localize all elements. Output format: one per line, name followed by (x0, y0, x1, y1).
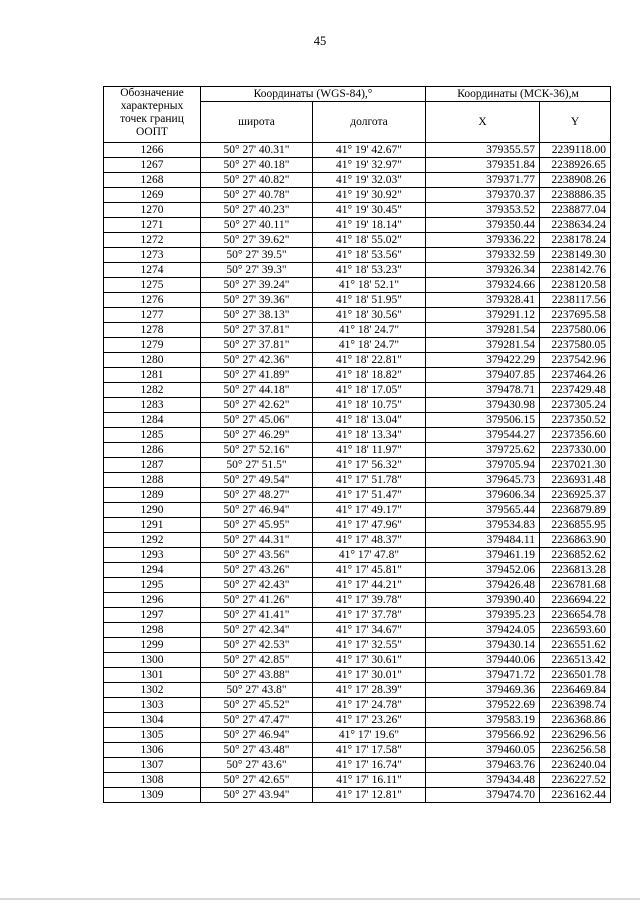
y-cell: 2239118.00 (540, 143, 611, 158)
x-cell: 379506.15 (426, 413, 540, 428)
y-cell: 2236855.95 (540, 518, 611, 533)
point-id-cell: 1276 (104, 293, 201, 308)
point-id-cell: 1299 (104, 638, 201, 653)
point-id-cell: 1305 (104, 728, 201, 743)
point-id-cell: 1298 (104, 623, 201, 638)
point-id-cell: 1285 (104, 428, 201, 443)
x-cell: 379324.66 (426, 278, 540, 293)
latitude-cell: 50° 27' 42.43" (201, 578, 313, 593)
latitude-cell: 50° 27' 39.36" (201, 293, 313, 308)
table-row (104, 338, 611, 353)
point-id-cell: 1282 (104, 383, 201, 398)
latitude-cell: 50° 27' 42.85" (201, 653, 313, 668)
latitude-cell: 50° 27' 43.94" (201, 788, 313, 803)
table-row (104, 278, 611, 293)
x-cell: 379474.70 (426, 788, 540, 803)
y-cell: 2238877.04 (540, 203, 611, 218)
longitude-cell: 41° 17' 51.47" (313, 488, 426, 503)
y-cell: 2238149.30 (540, 248, 611, 263)
header-longitude: долгота (313, 102, 426, 143)
x-cell: 379452.06 (426, 563, 540, 578)
x-cell: 379645.73 (426, 473, 540, 488)
latitude-cell: 50° 27' 39.62" (201, 233, 313, 248)
point-id-cell: 1268 (104, 173, 201, 188)
y-cell: 2237695.58 (540, 308, 611, 323)
latitude-cell: 50° 27' 46.94" (201, 503, 313, 518)
longitude-cell: 41° 18' 51.95" (313, 293, 426, 308)
point-id-cell: 1279 (104, 338, 201, 353)
latitude-cell: 50° 27' 37.81" (201, 323, 313, 338)
x-cell: 379430.98 (426, 398, 540, 413)
table-row (104, 503, 611, 518)
latitude-cell: 50° 27' 42.53" (201, 638, 313, 653)
longitude-cell: 41° 17' 19.6" (313, 728, 426, 743)
point-id-cell: 1266 (104, 143, 201, 158)
longitude-cell: 41° 18' 30.56" (313, 308, 426, 323)
latitude-cell: 50° 27' 39.3" (201, 263, 313, 278)
table-row (104, 653, 611, 668)
y-cell: 2238117.56 (540, 293, 611, 308)
latitude-cell: 50° 27' 48.27" (201, 488, 313, 503)
x-cell: 379440.06 (426, 653, 540, 668)
longitude-cell: 41° 18' 18.82" (313, 368, 426, 383)
longitude-cell: 41° 18' 10.75" (313, 398, 426, 413)
coordinates-table (103, 86, 611, 803)
x-cell: 379460.05 (426, 743, 540, 758)
y-cell: 2236863.90 (540, 533, 611, 548)
x-cell: 379484.11 (426, 533, 540, 548)
x-cell: 379426.48 (426, 578, 540, 593)
latitude-cell: 50° 27' 51.5" (201, 458, 313, 473)
point-id-cell: 1309 (104, 788, 201, 803)
latitude-cell: 50° 27' 45.06" (201, 413, 313, 428)
y-cell: 2236227.52 (540, 773, 611, 788)
longitude-cell: 41° 17' 37.78" (313, 608, 426, 623)
y-cell: 2236925.37 (540, 488, 611, 503)
longitude-cell: 41° 18' 11.97" (313, 443, 426, 458)
point-id-cell: 1271 (104, 218, 201, 233)
table-row (104, 413, 611, 428)
longitude-cell: 41° 17' 48.37" (313, 533, 426, 548)
latitude-cell: 50° 27' 40.23" (201, 203, 313, 218)
latitude-cell: 50° 27' 43.56" (201, 548, 313, 563)
y-cell: 2236256.58 (540, 743, 611, 758)
x-cell: 379544.27 (426, 428, 540, 443)
x-cell: 379281.54 (426, 338, 540, 353)
table-row (104, 263, 611, 278)
table-row (104, 443, 611, 458)
point-id-cell: 1308 (104, 773, 201, 788)
x-cell: 379395.23 (426, 608, 540, 623)
latitude-cell: 50° 27' 42.62" (201, 398, 313, 413)
y-cell: 2237542.96 (540, 353, 611, 368)
header-msk36: Координаты (МСК-36),м (426, 87, 611, 102)
longitude-cell: 41° 18' 24.7" (313, 338, 426, 353)
latitude-cell: 50° 27' 42.34" (201, 623, 313, 638)
y-cell: 2237580.05 (540, 338, 611, 353)
latitude-cell: 50° 27' 47.47" (201, 713, 313, 728)
y-cell: 2236296.56 (540, 728, 611, 743)
longitude-cell: 41° 19' 42.67" (313, 143, 426, 158)
point-id-cell: 1277 (104, 308, 201, 323)
table-row (104, 158, 611, 173)
header-row-top (104, 87, 611, 102)
table-row (104, 248, 611, 263)
page-number: 45 (313, 34, 327, 48)
y-cell: 2237021.30 (540, 458, 611, 473)
longitude-cell: 41° 18' 52.1" (313, 278, 426, 293)
table-body (104, 143, 611, 803)
point-id-cell: 1275 (104, 278, 201, 293)
point-id-cell: 1292 (104, 533, 201, 548)
y-cell: 2236654.78 (540, 608, 611, 623)
longitude-cell: 41° 19' 18.14" (313, 218, 426, 233)
longitude-cell: 41° 17' 47.8" (313, 548, 426, 563)
y-cell: 2238908.26 (540, 173, 611, 188)
x-cell: 379434.48 (426, 773, 540, 788)
longitude-cell: 41° 17' 44.21" (313, 578, 426, 593)
x-cell: 379422.29 (426, 353, 540, 368)
x-cell: 379371.77 (426, 173, 540, 188)
longitude-cell: 41° 17' 12.81" (313, 788, 426, 803)
longitude-cell: 41° 18' 13.34" (313, 428, 426, 443)
x-cell: 379336.22 (426, 233, 540, 248)
table-row (104, 458, 611, 473)
table-row (104, 323, 611, 338)
latitude-cell: 50° 27' 40.78" (201, 188, 313, 203)
y-cell: 2237356.60 (540, 428, 611, 443)
latitude-cell: 50° 27' 39.24" (201, 278, 313, 293)
latitude-cell: 50° 27' 41.26" (201, 593, 313, 608)
y-cell: 2237429.48 (540, 383, 611, 398)
longitude-cell: 41° 18' 53.23" (313, 263, 426, 278)
x-cell: 379463.76 (426, 758, 540, 773)
longitude-cell: 41° 17' 34.67" (313, 623, 426, 638)
table-row (104, 563, 611, 578)
latitude-cell: 50° 27' 46.29" (201, 428, 313, 443)
latitude-cell: 50° 27' 44.18" (201, 383, 313, 398)
y-cell: 2237464.26 (540, 368, 611, 383)
table-row (104, 758, 611, 773)
point-id-cell: 1270 (104, 203, 201, 218)
header-x: X (426, 102, 540, 143)
longitude-cell: 41° 19' 30.92" (313, 188, 426, 203)
longitude-cell: 41° 17' 17.58" (313, 743, 426, 758)
longitude-cell: 41° 18' 24.7" (313, 323, 426, 338)
latitude-cell: 50° 27' 40.11" (201, 218, 313, 233)
header-wgs84: Координаты (WGS-84),° (201, 87, 426, 102)
point-id-cell: 1287 (104, 458, 201, 473)
longitude-cell: 41° 17' 30.01" (313, 668, 426, 683)
point-id-cell: 1304 (104, 713, 201, 728)
point-id-cell: 1280 (104, 353, 201, 368)
latitude-cell: 50° 27' 41.41" (201, 608, 313, 623)
point-id-cell: 1269 (104, 188, 201, 203)
table-row (104, 608, 611, 623)
table-row (104, 188, 611, 203)
x-cell: 379370.37 (426, 188, 540, 203)
y-cell: 2236781.68 (540, 578, 611, 593)
point-id-cell: 1301 (104, 668, 201, 683)
y-cell: 2236813.28 (540, 563, 611, 578)
latitude-cell: 50° 27' 42.65" (201, 773, 313, 788)
x-cell: 379471.72 (426, 668, 540, 683)
latitude-cell: 50° 27' 41.89" (201, 368, 313, 383)
y-cell: 2237350.52 (540, 413, 611, 428)
table-row (104, 683, 611, 698)
point-id-cell: 1291 (104, 518, 201, 533)
latitude-cell: 50° 27' 52.16" (201, 443, 313, 458)
longitude-cell: 41° 17' 39.78" (313, 593, 426, 608)
y-cell: 2236513.42 (540, 653, 611, 668)
latitude-cell: 50° 27' 40.18" (201, 158, 313, 173)
point-id-cell: 1307 (104, 758, 201, 773)
x-cell: 379725.62 (426, 443, 540, 458)
point-id-cell: 1302 (104, 683, 201, 698)
y-cell: 2236398.74 (540, 698, 611, 713)
y-cell: 2238142.76 (540, 263, 611, 278)
table-row (104, 473, 611, 488)
x-cell: 379350.44 (426, 218, 540, 233)
x-cell: 379430.14 (426, 638, 540, 653)
point-id-cell: 1295 (104, 578, 201, 593)
longitude-cell: 41° 17' 49.17" (313, 503, 426, 518)
table-row (104, 233, 611, 248)
latitude-cell: 50° 27' 37.81" (201, 338, 313, 353)
x-cell: 379606.34 (426, 488, 540, 503)
point-id-cell: 1297 (104, 608, 201, 623)
longitude-cell: 41° 17' 45.81" (313, 563, 426, 578)
x-cell: 379583.19 (426, 713, 540, 728)
point-id-cell: 1303 (104, 698, 201, 713)
point-id-cell: 1294 (104, 563, 201, 578)
y-cell: 2237305.24 (540, 398, 611, 413)
header-y: Y (540, 102, 611, 143)
y-cell: 2236879.89 (540, 503, 611, 518)
y-cell: 2237580.06 (540, 323, 611, 338)
table-row (104, 638, 611, 653)
x-cell: 379478.71 (426, 383, 540, 398)
longitude-cell: 41° 18' 13.04" (313, 413, 426, 428)
longitude-cell: 41° 17' 24.78" (313, 698, 426, 713)
table-row (104, 488, 611, 503)
point-id-cell: 1272 (104, 233, 201, 248)
longitude-cell: 41° 19' 32.97" (313, 158, 426, 173)
x-cell: 379326.34 (426, 263, 540, 278)
x-cell: 379351.84 (426, 158, 540, 173)
longitude-cell: 41° 17' 30.61" (313, 653, 426, 668)
x-cell: 379355.57 (426, 143, 540, 158)
x-cell: 379332.59 (426, 248, 540, 263)
y-cell: 2236593.60 (540, 623, 611, 638)
table-row (104, 353, 611, 368)
x-cell: 379390.40 (426, 593, 540, 608)
latitude-cell: 50° 27' 43.6" (201, 758, 313, 773)
y-cell: 2236931.48 (540, 473, 611, 488)
y-cell: 2238120.58 (540, 278, 611, 293)
table-row (104, 743, 611, 758)
table-row (104, 578, 611, 593)
latitude-cell: 50° 27' 38.13" (201, 308, 313, 323)
latitude-cell: 50° 27' 43.26" (201, 563, 313, 578)
table-row (104, 398, 611, 413)
point-id-cell: 1306 (104, 743, 201, 758)
y-cell: 2238926.65 (540, 158, 611, 173)
header-latitude: широта (201, 102, 313, 143)
table-row (104, 203, 611, 218)
latitude-cell: 50° 27' 43.8" (201, 683, 313, 698)
longitude-cell: 41° 17' 28.39" (313, 683, 426, 698)
point-id-cell: 1300 (104, 653, 201, 668)
point-id-cell: 1274 (104, 263, 201, 278)
table-row (104, 383, 611, 398)
table-row (104, 293, 611, 308)
y-cell: 2237330.00 (540, 443, 611, 458)
y-cell: 2238634.24 (540, 218, 611, 233)
table-row (104, 428, 611, 443)
point-id-cell: 1278 (104, 323, 201, 338)
x-cell: 379705.94 (426, 458, 540, 473)
table-row (104, 668, 611, 683)
longitude-cell: 41° 18' 53.56" (313, 248, 426, 263)
latitude-cell: 50° 27' 43.88" (201, 668, 313, 683)
longitude-cell: 41° 17' 16.11" (313, 773, 426, 788)
table-row (104, 308, 611, 323)
longitude-cell: 41° 17' 51.78" (313, 473, 426, 488)
table-row (104, 773, 611, 788)
table-row (104, 713, 611, 728)
point-id-cell: 1283 (104, 398, 201, 413)
table-row (104, 533, 611, 548)
page-edge-shadow (0, 898, 640, 900)
y-cell: 2236852.62 (540, 548, 611, 563)
x-cell: 379522.69 (426, 698, 540, 713)
y-cell: 2236501.78 (540, 668, 611, 683)
latitude-cell: 50° 27' 46.94" (201, 728, 313, 743)
latitude-cell: 50° 27' 40.31" (201, 143, 313, 158)
x-cell: 379461.19 (426, 548, 540, 563)
point-id-cell: 1288 (104, 473, 201, 488)
x-cell: 379469.36 (426, 683, 540, 698)
x-cell: 379534.83 (426, 518, 540, 533)
point-id-cell: 1281 (104, 368, 201, 383)
y-cell: 2236551.62 (540, 638, 611, 653)
longitude-cell: 41° 18' 17.05" (313, 383, 426, 398)
point-id-cell: 1267 (104, 158, 201, 173)
table-row (104, 218, 611, 233)
y-cell: 2236469.84 (540, 683, 611, 698)
x-cell: 379291.12 (426, 308, 540, 323)
table-row (104, 788, 611, 803)
table-row (104, 593, 611, 608)
table-row (104, 728, 611, 743)
longitude-cell: 41° 17' 56.32" (313, 458, 426, 473)
x-cell: 379565.44 (426, 503, 540, 518)
longitude-cell: 41° 17' 32.55" (313, 638, 426, 653)
point-id-cell: 1273 (104, 248, 201, 263)
y-cell: 2236694.22 (540, 593, 611, 608)
longitude-cell: 41° 19' 32.03" (313, 173, 426, 188)
latitude-cell: 50° 27' 40.82" (201, 173, 313, 188)
table-row (104, 143, 611, 158)
y-cell: 2238886.35 (540, 188, 611, 203)
longitude-cell: 41° 17' 16.74" (313, 758, 426, 773)
point-id-cell: 1289 (104, 488, 201, 503)
x-cell: 379566.92 (426, 728, 540, 743)
table-row (104, 518, 611, 533)
y-cell: 2236368.86 (540, 713, 611, 728)
table-row (104, 548, 611, 563)
header-point-designation: Обозначение характерных точек границ ООПТ (104, 87, 201, 143)
y-cell: 2236162.44 (540, 788, 611, 803)
latitude-cell: 50° 27' 43.48" (201, 743, 313, 758)
table-row (104, 698, 611, 713)
point-id-cell: 1296 (104, 593, 201, 608)
point-id-cell: 1286 (104, 443, 201, 458)
point-id-cell: 1293 (104, 548, 201, 563)
x-cell: 379424.05 (426, 623, 540, 638)
longitude-cell: 41° 18' 55.02" (313, 233, 426, 248)
longitude-cell: 41° 17' 23.26" (313, 713, 426, 728)
latitude-cell: 50° 27' 45.52" (201, 698, 313, 713)
x-cell: 379328.41 (426, 293, 540, 308)
y-cell: 2238178.24 (540, 233, 611, 248)
latitude-cell: 50° 27' 39.5" (201, 248, 313, 263)
point-id-cell: 1290 (104, 503, 201, 518)
latitude-cell: 50° 27' 44.31" (201, 533, 313, 548)
x-cell: 379281.54 (426, 323, 540, 338)
table-row (104, 173, 611, 188)
latitude-cell: 50° 27' 49.54" (201, 473, 313, 488)
longitude-cell: 41° 18' 22.81" (313, 353, 426, 368)
x-cell: 379353.52 (426, 203, 540, 218)
table-row (104, 368, 611, 383)
y-cell: 2236240.04 (540, 758, 611, 773)
longitude-cell: 41° 17' 47.96" (313, 518, 426, 533)
x-cell: 379407.85 (426, 368, 540, 383)
latitude-cell: 50° 27' 42.36" (201, 353, 313, 368)
longitude-cell: 41° 19' 30.45" (313, 203, 426, 218)
point-id-cell: 1284 (104, 413, 201, 428)
table-row (104, 623, 611, 638)
latitude-cell: 50° 27' 45.95" (201, 518, 313, 533)
